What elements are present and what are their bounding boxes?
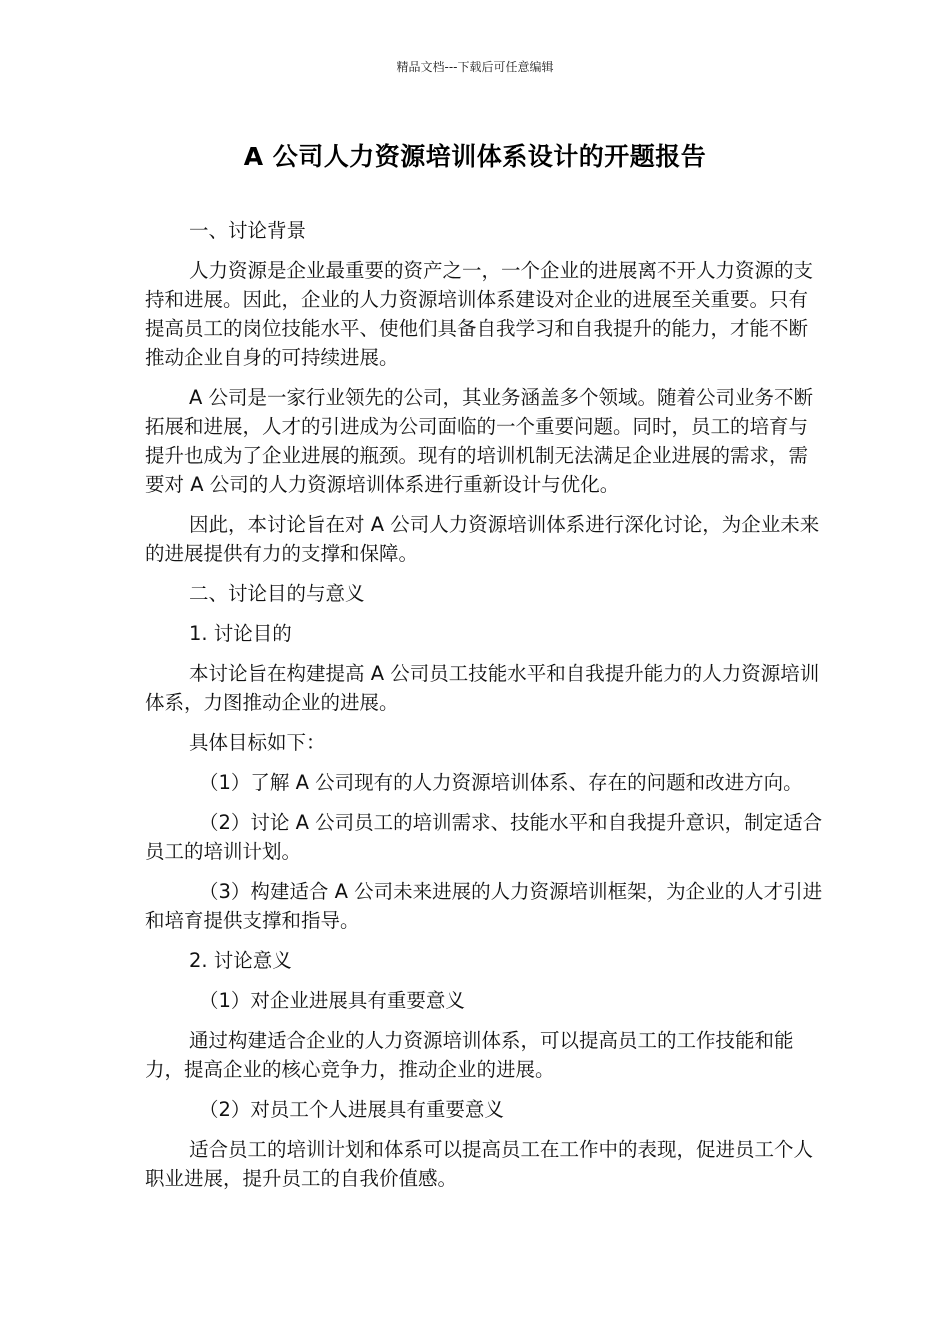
document-title: A 公司人力资源培训体系设计的开题报告: [243, 142, 707, 171]
section-heading-background: 一、讨论背景: [189, 219, 307, 242]
goal-item: （1）了解 A 公司现有的人力资源培训体系、存在的问题和改进方向。: [199, 771, 803, 794]
paragraph: 因此，本讨论旨在对 A 公司人力资源培训体系进行深化讨论，为企业未来的进展提供有力的支撑和保障。: [145, 513, 820, 565]
paragraph: A 公司是一家行业领先的公司，其业务涵盖多个领域。随着公司业务不断拓展和进展，人才的引进成为公司面临的一个重要问题。同时，员工的培育与提升也成为了企业进展的瓶颈。现有的培训机制无法满足企业进展的需求，需要对 A 公司的人力资源培训体系进行重新设计与优化。: [145, 386, 814, 496]
goal-item: （3）构建适合 A 公司未来进展的人力资源培训框架，为企业的人才引进和培育提供支撑和指导。: [145, 880, 823, 932]
paragraph: 通过构建适合企业的人力资源培训体系，可以提高员工的工作技能和能力，提高企业的核心竞争力，推动企业的进展。: [145, 1029, 794, 1081]
subsection-heading-significance: 2. 讨论意义: [189, 949, 292, 972]
significance-item: （2）对员工个人进展具有重要意义: [199, 1098, 504, 1121]
page-header: 精品文档---下载后可任意编辑: [396, 60, 554, 74]
goals-intro: 具体目标如下：: [189, 731, 326, 754]
section-heading-purpose: 二、讨论目的与意义: [189, 582, 365, 605]
paragraph: 本讨论旨在构建提高 A 公司员工技能水平和自我提升能力的人力资源培训体系，力图推动企业的进展。: [145, 662, 820, 714]
goal-item: （2）讨论 A 公司员工的培训需求、技能水平和自我提升意识，制定适合员工的培训计划。: [145, 811, 823, 863]
paragraph: 适合员工的培训计划和体系可以提高员工在工作中的表现，促进员工个人职业进展，提升员工的自我价值感。: [145, 1138, 814, 1190]
paragraph: 人力资源是企业最重要的资产之一，一个企业的进展离不开人力资源的支持和进展。因此，企业的人力资源培训体系建设对企业的进展至关重要。只有提高员工的岗位技能水平、使他们具备自我学习和自我提升的能力，才能不断推动企业自身的可持续进展。: [145, 259, 814, 369]
subsection-heading-purpose: 1. 讨论目的: [189, 622, 292, 645]
significance-item: （1）对企业进展具有重要意义: [199, 989, 465, 1012]
document-body: [145, 216, 825, 1204]
